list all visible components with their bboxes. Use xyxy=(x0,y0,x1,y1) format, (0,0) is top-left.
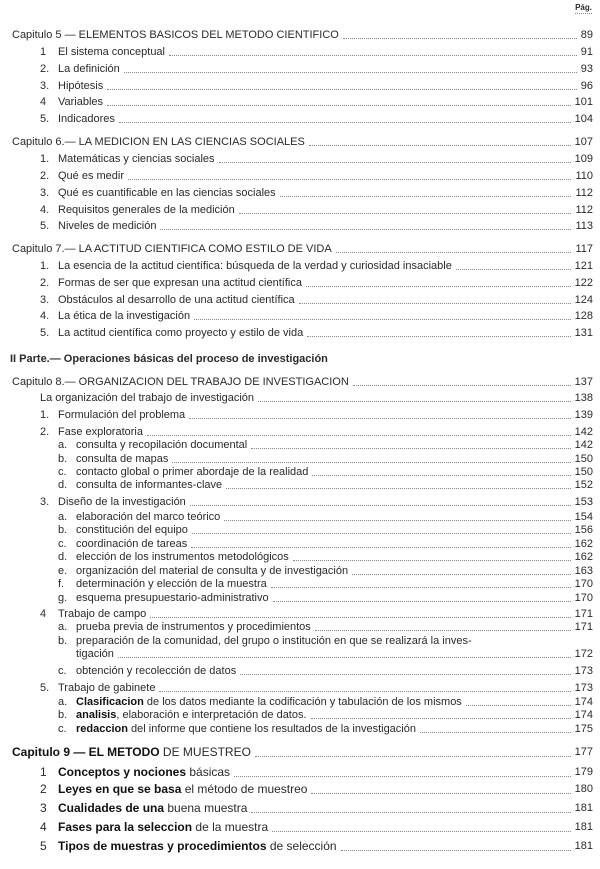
entry-title xyxy=(58,426,143,439)
entry-number: 4 xyxy=(40,820,47,834)
entry-title-text: buena muestra xyxy=(164,801,248,815)
toc-item-row xyxy=(0,327,600,340)
entry-title-text: constitución del equipo xyxy=(76,524,188,536)
toc-item-row xyxy=(0,277,600,290)
dot-leader xyxy=(189,417,570,419)
dot-leader xyxy=(272,830,571,832)
entry-number: b. xyxy=(58,709,68,721)
dot-leader xyxy=(159,690,570,692)
entry-title-text: La actitud científica como proyecto y estilo de vida xyxy=(58,327,304,339)
entry-title-bold: Leyes en que se basa xyxy=(58,782,182,796)
entry-title xyxy=(76,479,222,492)
entry-number: 4 xyxy=(40,96,47,108)
entry-number: c. xyxy=(58,723,67,735)
dot-leader xyxy=(107,88,577,90)
dot-leader xyxy=(219,161,571,163)
entry-title-text: II Parte.— Operaciones básicas del proceso de investigación xyxy=(10,353,328,365)
entry-title xyxy=(58,801,247,816)
entry-title-text: Capitulo 6.— LA MEDICION EN LAS CIENCIAS SOCIALES xyxy=(12,136,305,148)
dot-leader xyxy=(306,285,571,287)
entry-number: 5. xyxy=(40,113,50,125)
toc-sub-row xyxy=(0,453,600,466)
toc-item-row xyxy=(0,294,600,307)
entry-title-text: La esencia de la actitud científica: búsqueda de la verdad y curiosidad insaciable xyxy=(58,260,452,272)
toc-item-row xyxy=(0,310,600,323)
page-number: 138 xyxy=(574,392,593,404)
dot-leader xyxy=(160,228,571,230)
dot-leader xyxy=(273,600,571,602)
entry-number: 1 xyxy=(40,46,47,58)
page-number: 171 xyxy=(574,621,593,633)
entry-title xyxy=(76,709,307,722)
entry-title-text: Trabajo de gabinete xyxy=(58,682,156,694)
entry-title-text: determinación y elección de la muestra xyxy=(76,578,267,590)
entry-title xyxy=(58,80,103,93)
dot-leader xyxy=(239,212,572,214)
entry-title xyxy=(40,392,254,405)
page-number: 152 xyxy=(574,479,593,491)
page-number: 112 xyxy=(575,204,593,216)
toc-plain-row xyxy=(0,392,600,405)
toc-item-row xyxy=(0,782,600,797)
entry-number: 4. xyxy=(40,204,50,216)
toc-sub-row xyxy=(0,592,600,605)
entry-title xyxy=(76,466,308,479)
entry-number: b. xyxy=(58,524,68,536)
page-number: 89 xyxy=(580,29,593,41)
dot-leader xyxy=(124,71,577,73)
entry-title-bold: Fases para la seleccion xyxy=(58,820,193,834)
page-number: 110 xyxy=(575,170,593,182)
page-number: 170 xyxy=(574,578,593,590)
page-number: 112 xyxy=(575,187,593,199)
entry-number: 5. xyxy=(40,327,50,339)
entry-title xyxy=(58,277,302,290)
dot-leader xyxy=(150,616,570,618)
page-number: 163 xyxy=(574,565,593,577)
toc-item-row xyxy=(0,682,600,695)
entry-title-text: Indicadores xyxy=(58,113,115,125)
toc-sub-row xyxy=(0,723,600,736)
page-number: 142 xyxy=(574,426,593,438)
dot-leader xyxy=(343,37,577,39)
dot-leader xyxy=(240,673,570,675)
page-number: 131 xyxy=(574,327,593,339)
entry-title-text: preparación de la comunidad, del grupo o institución en que se realizará la inves- xyxy=(76,635,472,647)
entry-title xyxy=(76,453,168,466)
entry-title-text: consulta y recopilación documental xyxy=(76,439,248,451)
toc-item-row xyxy=(0,153,600,166)
dot-leader xyxy=(420,731,571,733)
page-number: 172 xyxy=(574,648,593,660)
entry-title-text: Qué es cuantificable en las ciencias sociales xyxy=(58,187,276,199)
entry-title xyxy=(12,243,332,256)
entry-number: 2. xyxy=(40,426,50,438)
entry-number: g. xyxy=(58,592,68,604)
entry-title xyxy=(76,578,267,591)
page-number: 128 xyxy=(574,310,593,322)
toc-item-row xyxy=(0,170,600,183)
entry-number: 1. xyxy=(40,153,50,165)
page-number: 170 xyxy=(574,592,593,604)
dot-leader xyxy=(280,195,572,197)
entry-title-bold: analisis xyxy=(76,709,117,721)
entry-title-text: La ética de la investigación xyxy=(58,310,191,322)
entry-title xyxy=(76,565,348,578)
entry-title-text: elección de los instrumentos metodológicos xyxy=(76,551,289,563)
entry-title xyxy=(10,353,328,366)
toc-sub-row xyxy=(0,551,600,564)
dot-leader xyxy=(226,487,571,489)
toc-chapter-row xyxy=(0,243,600,256)
entry-title-text: de los datos mediante la codificación y tabulación de los mismos xyxy=(143,696,462,708)
toc-sub-row xyxy=(0,565,600,578)
toc-item-row xyxy=(0,496,600,509)
dot-leader xyxy=(234,775,571,777)
dot-leader xyxy=(194,318,571,320)
toc-item-row xyxy=(0,46,600,59)
entry-title xyxy=(76,696,462,709)
entry-title-bold: Tipos de muestras y procedimientos xyxy=(58,839,267,853)
toc-sub-row xyxy=(0,578,600,591)
entry-number: a. xyxy=(58,439,68,451)
entry-number: f. xyxy=(58,578,65,590)
entry-title-text: DE MUESTREO xyxy=(159,745,251,759)
page-number: 177 xyxy=(574,746,593,758)
toc-chapter-row xyxy=(0,136,600,149)
entry-number: c. xyxy=(58,538,67,550)
entry-number: 3. xyxy=(40,496,50,508)
toc-item-row xyxy=(0,187,600,200)
entry-number: 1. xyxy=(40,260,50,272)
entry-title-bold: Clasificacion xyxy=(76,696,144,708)
entry-title xyxy=(58,496,186,509)
entry-number: b. xyxy=(58,453,68,465)
toc-sub-row xyxy=(0,466,600,479)
entry-title-text: Capitulo 8.— ORGANIZACION DEL TRABAJO DE INVESTIGACION xyxy=(12,376,349,388)
entry-title-text: Capitulo 7.— LA ACTITUD CIENTIFICA COMO ESTILO DE VIDA xyxy=(12,243,332,255)
page-number: 153 xyxy=(574,496,593,508)
entry-title-text: , elaboración e interpretación de datos. xyxy=(116,709,307,721)
entry-number: b. xyxy=(58,635,68,647)
entry-number: 2. xyxy=(40,170,50,182)
dot-leader xyxy=(309,144,571,146)
entry-title xyxy=(76,538,187,551)
page-number: 150 xyxy=(574,453,593,465)
page-number: 162 xyxy=(574,538,593,550)
dot-leader xyxy=(315,629,571,631)
entry-title xyxy=(76,524,188,537)
page-number: 91 xyxy=(580,46,593,58)
toc-item-row xyxy=(0,80,600,93)
page-number: 154 xyxy=(574,511,593,523)
entry-title xyxy=(58,765,230,780)
entry-title xyxy=(12,29,339,42)
entry-number: c. xyxy=(58,665,67,677)
entry-title-text: Qué es medir xyxy=(58,170,125,182)
entry-number: 5. xyxy=(40,682,50,694)
entry-number: 3. xyxy=(40,80,50,92)
entry-title-text: Trabajo de campo xyxy=(58,608,147,620)
entry-number: 4 xyxy=(40,608,47,620)
toc-item-row xyxy=(0,113,600,126)
dot-leader xyxy=(190,504,571,506)
entry-title-text: consulta de mapas xyxy=(76,453,169,465)
entry-number: 5. xyxy=(40,220,50,232)
page-number: 121 xyxy=(574,260,593,272)
page-number: 124 xyxy=(574,294,593,306)
entry-title-text: Variables xyxy=(58,96,104,108)
dot-leader xyxy=(311,792,570,794)
toc-chapter-row xyxy=(0,376,600,389)
page-number: 109 xyxy=(574,153,593,165)
page-number: 174 xyxy=(574,696,593,708)
page-number: 171 xyxy=(574,608,593,620)
entry-title-text: El sistema conceptual xyxy=(58,46,165,58)
toc-sub-row xyxy=(0,538,600,551)
dot-leader xyxy=(466,704,571,706)
page-number: 181 xyxy=(574,802,593,814)
dot-leader xyxy=(341,849,571,851)
toc-chapter-row xyxy=(0,29,600,42)
entry-title xyxy=(12,745,251,760)
entry-number: 5 xyxy=(40,839,47,853)
entry-title xyxy=(58,96,103,109)
dot-leader xyxy=(353,384,571,386)
entry-title-text: el método de muestreo xyxy=(181,782,308,796)
entry-title xyxy=(58,409,185,422)
entry-title-text: obtención y recolección de datos xyxy=(76,665,237,677)
entry-title-text: Hipótesis xyxy=(58,80,104,92)
entry-title-text: consulta de informantes-clave xyxy=(76,479,223,491)
dot-leader xyxy=(312,474,570,476)
entry-title-bold: redaccion xyxy=(76,723,128,735)
toc-item-row xyxy=(0,63,600,76)
toc-cont-row xyxy=(0,648,600,661)
entry-title xyxy=(76,723,416,736)
entry-title-text: Capitulo 5 — ELEMENTOS BASICOS DEL METODO CIENTIFICO xyxy=(12,29,339,41)
entry-title-bold: Cualidades de una xyxy=(58,801,165,815)
page-number: 96 xyxy=(580,80,593,92)
entry-title-text: elaboración del marco teórico xyxy=(76,511,221,523)
toc-item-row xyxy=(0,801,600,816)
entry-number: 3. xyxy=(40,294,50,306)
page-number: 156 xyxy=(574,524,593,536)
entry-title xyxy=(58,63,120,76)
entry-title xyxy=(58,113,115,126)
entry-title xyxy=(76,665,236,678)
entry-number: a. xyxy=(58,621,68,633)
entry-title xyxy=(76,648,114,661)
entry-title xyxy=(58,153,215,166)
page-number: 173 xyxy=(574,682,593,694)
toc-item-row xyxy=(0,260,600,273)
dot-leader xyxy=(107,104,571,106)
entry-title xyxy=(58,820,268,835)
entry-title xyxy=(58,327,303,340)
entry-title xyxy=(58,608,146,621)
toc-item-row xyxy=(0,426,600,439)
toc-item-row xyxy=(0,220,600,233)
dot-leader xyxy=(172,461,570,463)
entry-title-text: contacto global o primer abordaje de la realidad xyxy=(76,466,309,478)
entry-title-text: La organización del trabajo de investigación xyxy=(40,392,255,404)
page-number: 139 xyxy=(574,409,593,421)
entry-number: d. xyxy=(58,551,68,563)
page-number: 174 xyxy=(574,709,593,721)
dot-leader xyxy=(299,302,571,304)
toc-item-row xyxy=(0,839,600,854)
toc-sub-row xyxy=(0,479,600,492)
entry-title xyxy=(76,511,220,524)
entry-title xyxy=(76,592,269,605)
dot-leader xyxy=(192,532,571,534)
page-number: 101 xyxy=(574,96,593,108)
entry-number: 1 xyxy=(40,765,47,779)
toc-sub-row xyxy=(0,524,600,537)
entry-title-text: básicas xyxy=(186,765,231,779)
dot-leader xyxy=(147,434,571,436)
dot-leader xyxy=(224,519,570,521)
entry-number: d. xyxy=(58,479,68,491)
toc-sub-row xyxy=(0,665,600,678)
entry-number: 4. xyxy=(40,310,50,322)
dot-leader xyxy=(258,400,571,402)
entry-number: c. xyxy=(58,466,67,478)
page-number: 142 xyxy=(574,439,593,451)
entry-number: 2. xyxy=(40,63,50,75)
toc-chapter-row xyxy=(0,745,600,760)
entry-title xyxy=(58,839,337,854)
entry-title-text: La definición xyxy=(58,63,120,75)
page-number: 162 xyxy=(574,551,593,563)
entry-title-text: de selección xyxy=(266,839,337,853)
entry-title xyxy=(76,439,247,452)
entry-title xyxy=(58,204,235,217)
entry-number: a. xyxy=(58,511,68,523)
entry-title-text: Formas de ser que expresan una actitud científica xyxy=(58,277,302,289)
toc-item-row xyxy=(0,204,600,217)
entry-title-text: tigación xyxy=(76,648,114,660)
entry-title xyxy=(58,170,124,183)
entry-title xyxy=(76,635,472,648)
toc-sub-row xyxy=(0,511,600,524)
dot-leader xyxy=(456,268,571,270)
entry-number: e. xyxy=(58,565,68,577)
entry-title-text: organización del material de consulta y de investigación xyxy=(76,565,349,577)
dot-leader xyxy=(169,54,577,56)
toc-item-row xyxy=(0,608,600,621)
entry-title-text: Niveles de medición xyxy=(58,220,157,232)
entry-number: 3. xyxy=(40,187,50,199)
entry-title-text: Requisitos generales de la medición xyxy=(58,204,235,216)
entry-title-bold: Capitulo 9 — EL METODO xyxy=(12,745,160,759)
dot-leader xyxy=(352,573,571,575)
page-number: 117 xyxy=(575,243,593,255)
entry-title-text: Formulación del problema xyxy=(58,409,186,421)
entry-title xyxy=(58,187,276,200)
toc-sub-row xyxy=(0,709,600,722)
entry-title-text: Matemáticas y ciencias sociales xyxy=(58,153,215,165)
page-number: 137 xyxy=(574,376,593,388)
dot-leader xyxy=(311,717,571,719)
page-number: 113 xyxy=(575,220,593,232)
entry-title xyxy=(58,46,165,59)
page-number: 122 xyxy=(574,277,593,289)
entry-title xyxy=(58,682,155,695)
entry-title xyxy=(58,782,307,797)
page-number: 150 xyxy=(574,466,593,478)
entry-title-text: coordinación de tareas xyxy=(76,538,188,550)
entry-title-text: Fase exploratoria xyxy=(58,426,143,438)
toc-sub-row xyxy=(0,635,600,648)
dot-leader xyxy=(119,121,571,123)
entry-number: 2. xyxy=(40,277,50,289)
page-number: 181 xyxy=(574,821,593,833)
entry-number: a. xyxy=(58,696,68,708)
dot-leader xyxy=(251,811,570,813)
entry-title xyxy=(12,376,349,389)
dot-leader xyxy=(118,656,571,658)
dot-leader xyxy=(307,335,570,337)
page-number: 107 xyxy=(574,136,593,148)
dot-leader xyxy=(191,546,570,548)
page-number: 181 xyxy=(574,840,593,852)
toc-item-row xyxy=(0,765,600,780)
toc-sub-row xyxy=(0,696,600,709)
dot-leader xyxy=(128,178,571,180)
dot-leader xyxy=(255,755,571,757)
entry-title xyxy=(12,136,305,149)
entry-number: 1. xyxy=(40,409,50,421)
dot-leader xyxy=(336,251,572,253)
toc-sub-row xyxy=(0,439,600,452)
entry-number: 2 xyxy=(40,782,47,796)
page-number: 180 xyxy=(574,783,593,795)
entry-title xyxy=(76,621,311,634)
dot-leader xyxy=(293,559,571,561)
toc-item-row xyxy=(0,820,600,835)
entry-title xyxy=(58,294,295,307)
page-number: 173 xyxy=(574,665,593,677)
entry-title-text: esquema presupuestario-administrativo xyxy=(76,592,269,604)
toc-item-row xyxy=(0,409,600,422)
entry-title xyxy=(58,220,156,233)
toc-part-row xyxy=(0,353,600,366)
page-number: 93 xyxy=(580,63,593,75)
entry-title-bold: Conceptos y nociones xyxy=(58,765,187,779)
entry-title xyxy=(58,260,452,273)
page-column-header: Pág. xyxy=(575,3,592,12)
dot-leader xyxy=(271,586,571,588)
entry-title-text: Diseño de la investigación xyxy=(58,496,186,508)
page-number: 179 xyxy=(574,766,593,778)
page-number: 175 xyxy=(574,723,593,735)
entry-title-text: de la muestra xyxy=(192,820,269,834)
entry-title-text: Obstáculos al desarrollo de una actitud científica xyxy=(58,294,295,306)
toc-sub-row xyxy=(0,621,600,634)
toc-item-row xyxy=(0,96,600,109)
entry-title xyxy=(58,310,190,323)
entry-title-text: prueba previa de instrumentos y procedimientos xyxy=(76,621,311,633)
entry-title-text: del informe que contiene los resultados de la investigación xyxy=(127,723,416,735)
page-number: 104 xyxy=(574,113,593,125)
entry-title xyxy=(76,551,289,564)
dot-leader xyxy=(251,447,570,449)
entry-number: 3 xyxy=(40,801,47,815)
